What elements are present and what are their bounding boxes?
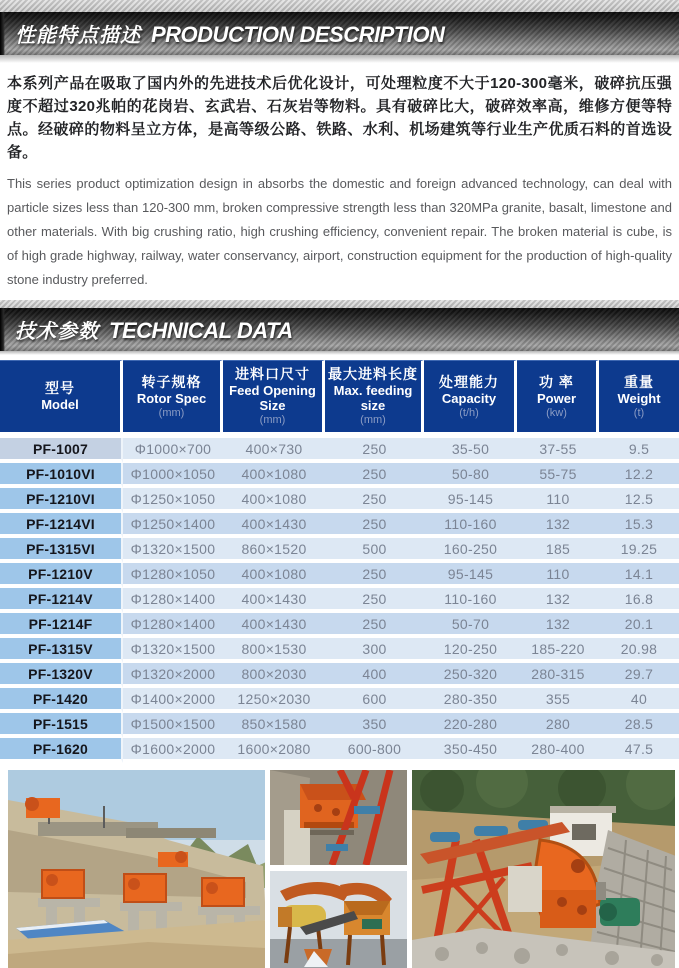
table-cell: 250 [325, 463, 424, 488]
table-cell: Φ1320×2000 [123, 663, 223, 688]
table-cell: 14.1 [599, 563, 679, 588]
photo-site-installation [412, 770, 675, 968]
table-cell: Φ1250×1400 [123, 513, 223, 538]
table-cell: 400×1430 [223, 513, 325, 538]
crushing-plant-illustration [270, 871, 407, 968]
table-row-pf-1214vi [0, 513, 679, 538]
band-fade [0, 55, 679, 63]
column-header-model: 型号 Model [0, 360, 123, 438]
model-cell: PF-1420 [0, 688, 123, 713]
section-header-production-description [0, 0, 679, 63]
table-row-pf-1320v [0, 663, 679, 688]
table-cell: 850×1580 [223, 713, 325, 738]
table-cell: 110 [517, 563, 599, 588]
model-cell: PF-1210VI [0, 488, 123, 513]
column-header-rotor-spec: 转子规格 Rotor Spec (mm) [123, 360, 223, 438]
column-header-capacity: 处理能力 Capacity (t/h) [424, 360, 517, 438]
table-row-pf-1007 [0, 438, 679, 463]
model-cell: PF-1214VI [0, 513, 123, 538]
table-cell: 40 [599, 688, 679, 713]
crusher-closeup-illustration [270, 770, 407, 865]
table-cell: 280-400 [517, 738, 599, 763]
table-cell: Φ1250×1050 [123, 488, 223, 513]
table-cell: 160-250 [424, 538, 517, 563]
section-title-zh: 技术参数 [15, 321, 99, 343]
table-cell: 220-280 [424, 713, 517, 738]
table-cell: 400×730 [223, 438, 325, 463]
model-cell: PF-1214F [0, 613, 123, 638]
photo-middle-column [270, 770, 407, 968]
table-cell: 110 [517, 488, 599, 513]
section-title [15, 19, 444, 48]
column-header-weight: 重量 Weight (t) [599, 360, 679, 438]
table-cell: 250 [325, 438, 424, 463]
table-cell: 250 [325, 513, 424, 538]
table-row-pf-1420 [0, 688, 679, 713]
table-cell: Φ1320×1500 [123, 538, 223, 563]
table-cell: Φ1000×1050 [123, 463, 223, 488]
model-cell: PF-1214V [0, 588, 123, 613]
description-paragraph-zh: 本系列产品在吸取了国内外的先进技术后优化设计，可处理粒度不大于120-300毫米，破碎抗压强度不超过320兆帕的花岗岩、玄武岩、石灰岩等物料。具有破碎比大，破碎效率高，维修方便等特点。经破碎的物料呈立方体，是高等级公路、铁路、水利、机场建筑等行业生产优质石料的首选设备。 [7, 75, 672, 161]
table-row-pf-1315v [0, 638, 679, 663]
table-cell: 400 [325, 663, 424, 688]
table-cell: 29.7 [599, 663, 679, 688]
table-row-pf-1010vi [0, 463, 679, 488]
table-cell: 95-145 [424, 488, 517, 513]
table-cell: 280-350 [424, 688, 517, 713]
description-paragraph-en: This series product optimization design in absorbs the domestic and foreign advanced technology, can deal with particle sizes less than 120-300 mm, broken compressive strength less than 320MPa granite, basalt, limestone and other materials. With big crushing ratio, high crushing efficiency, convenient repair. The broken material is cube, is of high grade highway, railway, water conservancy, airport, construction equipment for the production of high-quality stone industry preferred. [7, 176, 672, 287]
table-cell: 9.5 [599, 438, 679, 463]
table-cell: 250 [325, 613, 424, 638]
table-cell: Φ1280×1400 [123, 588, 223, 613]
table-row-pf-1515 [0, 713, 679, 738]
table-cell: Φ1320×1500 [123, 638, 223, 663]
hatch-strip [0, 300, 679, 308]
table-cell: 1600×2080 [223, 738, 325, 763]
section-header-technical-data [0, 300, 679, 355]
table-cell: 185-220 [517, 638, 599, 663]
section-header-bar [0, 12, 679, 55]
model-cell: PF-1007 [0, 438, 123, 463]
section-title-en: TECHNICAL DATA [109, 318, 293, 343]
section-title-zh: 性能特点描述 [15, 25, 141, 47]
section-title-en: PRODUCTION DESCRIPTION [151, 22, 445, 47]
table-header [0, 360, 679, 438]
table-cell: 400×1080 [223, 488, 325, 513]
table-cell: 350-450 [424, 738, 517, 763]
model-cell: PF-1320V [0, 663, 123, 688]
table-cell: 600 [325, 688, 424, 713]
table-cell: 500 [325, 538, 424, 563]
column-header-power: 功 率 Power (kw) [517, 360, 599, 438]
table-cell: 50-70 [424, 613, 517, 638]
table-cell: 250 [325, 488, 424, 513]
table-cell: 55-75 [517, 463, 599, 488]
table-row-pf-1214v [0, 588, 679, 613]
quarry-overview-illustration [8, 770, 265, 968]
column-header-max-feeding-size: 最大进料长度 Max. feeding size (mm) [325, 360, 424, 438]
table-cell: 1250×2030 [223, 688, 325, 713]
table-cell: 132 [517, 613, 599, 638]
technical-data-table-wrap [0, 360, 679, 763]
table-cell: 132 [517, 513, 599, 538]
table-cell: 110-160 [424, 588, 517, 613]
table-row-pf-1210vi [0, 488, 679, 513]
hatch-strip [0, 0, 679, 12]
table-cell: 47.5 [599, 738, 679, 763]
table-cell: 280 [517, 713, 599, 738]
model-cell: PF-1010VI [0, 463, 123, 488]
table-cell: 50-80 [424, 463, 517, 488]
table-cell: 110-160 [424, 513, 517, 538]
table-cell: 350 [325, 713, 424, 738]
installation-site-illustration [412, 770, 675, 968]
table-cell: 250 [325, 588, 424, 613]
table-cell: 800×1530 [223, 638, 325, 663]
table-cell: 16.8 [599, 588, 679, 613]
table-cell: 250-320 [424, 663, 517, 688]
table-cell: 300 [325, 638, 424, 663]
table-cell: 20.98 [599, 638, 679, 663]
table-cell: 400×1430 [223, 613, 325, 638]
table-cell: 12.2 [599, 463, 679, 488]
section-title [15, 315, 293, 344]
table-cell: 250 [325, 563, 424, 588]
model-cell: PF-1315VI [0, 538, 123, 563]
photo-quarry-overview [8, 770, 265, 968]
table-row-pf-1315vi [0, 538, 679, 563]
table-row-pf-1214f [0, 613, 679, 638]
table-cell: 12.5 [599, 488, 679, 513]
table-body [0, 438, 679, 763]
table-cell: Φ1600×2000 [123, 738, 223, 763]
model-cell: PF-1515 [0, 713, 123, 738]
table-cell: Φ1500×1500 [123, 713, 223, 738]
table-cell: 400×1430 [223, 588, 325, 613]
table-cell: 19.25 [599, 538, 679, 563]
photo-strip [0, 763, 679, 968]
table-cell: Φ1280×1050 [123, 563, 223, 588]
table-cell: 400×1080 [223, 463, 325, 488]
table-cell: 600-800 [325, 738, 424, 763]
table-cell: 15.3 [599, 513, 679, 538]
table-cell: 355 [517, 688, 599, 713]
table-cell: 860×1520 [223, 538, 325, 563]
description-copy [0, 72, 679, 292]
table-cell: 800×2030 [223, 663, 325, 688]
table-cell: Φ1280×1400 [123, 613, 223, 638]
table-cell: 400×1080 [223, 563, 325, 588]
table-cell: 132 [517, 588, 599, 613]
table-cell: 35-50 [424, 438, 517, 463]
table-cell: 280-315 [517, 663, 599, 688]
model-cell: PF-1315V [0, 638, 123, 663]
table-cell: 37-55 [517, 438, 599, 463]
photo-crusher-closeup [270, 770, 407, 865]
technical-data-table [0, 360, 679, 763]
model-cell: PF-1210V [0, 563, 123, 588]
table-cell: Φ1000×700 [123, 438, 223, 463]
column-header-feed-opening-size: 进料口尺寸 Feed Opening Size (mm) [223, 360, 325, 438]
table-cell: 185 [517, 538, 599, 563]
photo-crushing-plant [270, 871, 407, 968]
table-row-pf-1210v [0, 563, 679, 588]
table-cell: 28.5 [599, 713, 679, 738]
table-cell: Φ1400×2000 [123, 688, 223, 713]
table-cell: 20.1 [599, 613, 679, 638]
model-cell: PF-1620 [0, 738, 123, 763]
table-cell: 95-145 [424, 563, 517, 588]
table-cell: 120-250 [424, 638, 517, 663]
band-fade [0, 351, 679, 355]
table-row-pf-1620 [0, 738, 679, 763]
section-header-bar [0, 308, 679, 351]
